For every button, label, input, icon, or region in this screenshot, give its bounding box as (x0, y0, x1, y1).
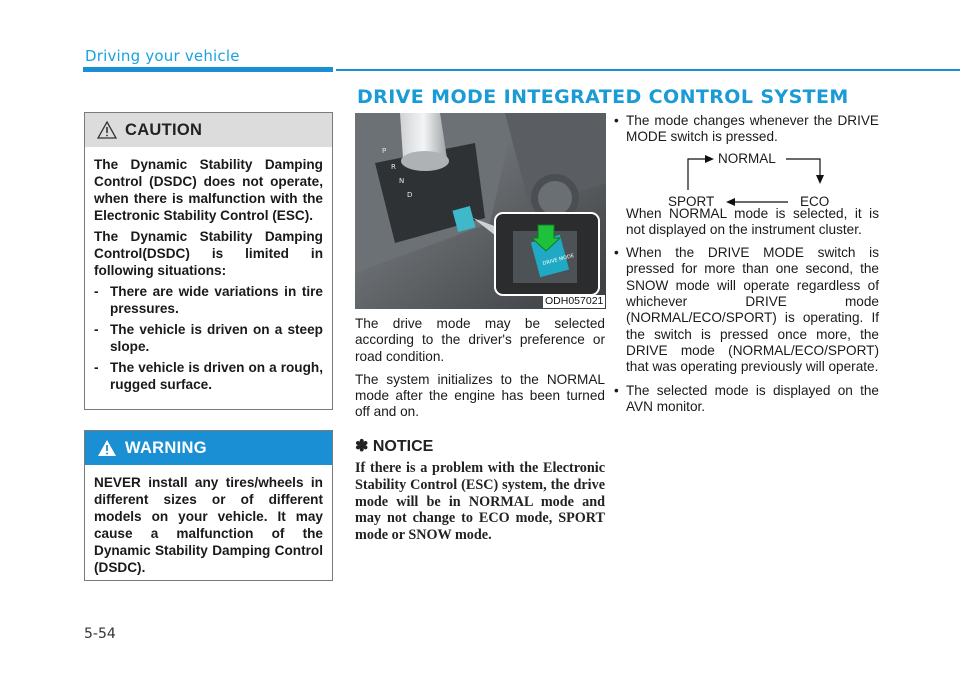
caution-item (94, 321, 323, 355)
dash-marker: - (94, 322, 99, 337)
intro-text (355, 316, 605, 428)
caution-item (94, 283, 323, 317)
bullet-text: The mode changes whenever the DRIVE MODE switch is pressed. (626, 113, 879, 145)
dash-marker: - (94, 284, 99, 299)
warning-header (85, 431, 332, 465)
bullet-text: The selected mode is displayed on the AVN monitor. (626, 382, 879, 414)
caution-box (84, 112, 333, 410)
svg-text:R: R (391, 163, 396, 171)
intro-para-2: The system initializes to the NORMAL mode after the engine has been turned off and on. (355, 371, 605, 420)
warning-body (85, 465, 332, 576)
page-number: 5-54 (84, 626, 116, 642)
mode-sport: SPORT (668, 194, 715, 209)
bullet-item (614, 113, 879, 146)
section-label: Driving your vehicle (85, 47, 240, 65)
mode-cycle-diagram (660, 150, 850, 212)
bullet-marker: • (614, 382, 619, 398)
mode-eco: ECO (800, 194, 830, 209)
bullet-text: When the DRIVE MODE switch is pressed for more than one second, the SNOW mode will operate regardless of whichever DRIVE mode (NORMAL/ECO/SPORT) is operating. If the switch is pressed once more, the DRIVE mode (NORMAL/ECO/SPORT) that was operating previously will operate. (626, 245, 879, 375)
warning-box (84, 430, 333, 581)
caution-para-1: The Dynamic Stability Damping Control (DSDC) does not operate, when there is malfunction with the Electronic Stability Control (ESC). (94, 157, 323, 223)
notice-title: ✽ NOTICE (355, 438, 434, 455)
warning-text: NEVER install any tires/wheels in different sizes or of different models on your vehicle. It may cause a malfunction of the Dynamic Stability Damping Control (DSDC). (94, 475, 323, 575)
bullet-marker: • (614, 113, 619, 128)
photo-code: ODH057021 (545, 295, 604, 307)
caution-item-text: There are wide variations in tire pressures. (110, 284, 323, 316)
intro-para-1: The drive mode may be selected according to the driver's preference or road condition. (355, 316, 605, 364)
notice-body: If there is a problem with the Electronic Stability Control (ESC) system, the drive mode will be in NORMAL mode and may not change to ECO mode, SPORT mode or SNOW mode. (355, 460, 605, 544)
after-diagram-text: When NORMAL mode is selected, it is not displayed on the instrument cluster. (626, 205, 879, 237)
svg-text:P: P (382, 147, 387, 155)
warning-triangle-icon (97, 439, 117, 457)
caution-header (85, 113, 332, 147)
svg-text:N: N (399, 177, 405, 185)
header-rule-thick (83, 67, 333, 72)
svg-text:D: D (407, 191, 413, 199)
warning-label: WARNING (125, 438, 207, 457)
dash-marker: - (94, 360, 99, 375)
console-illustration (355, 113, 606, 309)
caution-para-2: The Dynamic Stability Damping Control(DSDC) is limited in following situations: (94, 229, 323, 278)
caution-item-text: The vehicle is driven on a steep slope. (110, 322, 323, 354)
caution-label: CAUTION (125, 120, 203, 139)
bullet-item (614, 383, 879, 416)
page-title: DRIVE MODE INTEGRATED CONTROL SYSTEM (357, 86, 849, 108)
bullet-marker: • (614, 245, 619, 261)
caution-body (85, 147, 332, 393)
drive-mode-photo (355, 113, 606, 309)
caution-item-text: The vehicle is driven on a rough, rugged surface. (110, 360, 323, 392)
mode-normal: NORMAL (718, 151, 776, 166)
warning-triangle-icon (97, 121, 117, 139)
svg-text:DRIVE MODE: DRIVE MODE (542, 252, 575, 268)
caution-item (94, 359, 323, 393)
bullet-item (614, 245, 879, 375)
header-rule-thin (336, 69, 960, 71)
